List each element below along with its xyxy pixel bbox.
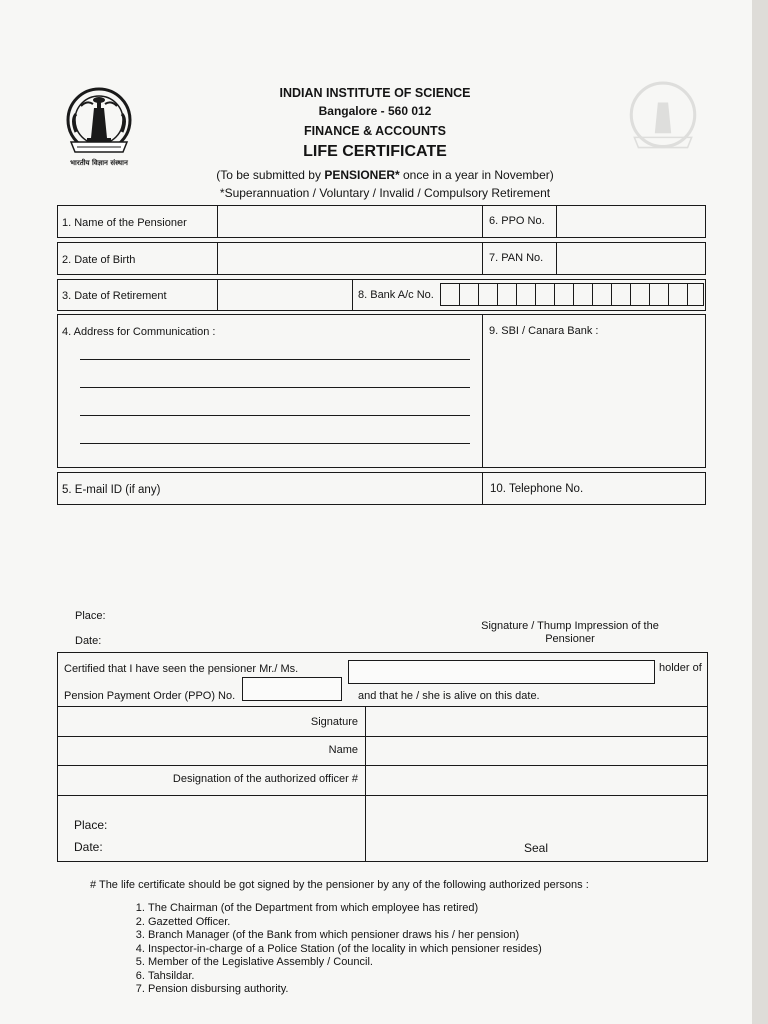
email-label: 5. E-mail ID (if any) xyxy=(62,484,161,496)
pensioner-signature-label-2: Pensioner xyxy=(545,633,595,645)
address-label: 4. Address for Communication : xyxy=(62,326,216,338)
list-item: 5. Member of the Legislative Assembly / Council. xyxy=(148,956,668,970)
dob-label: 2. Date of Birth xyxy=(62,254,136,266)
list-item: 1. The Chairman (of the Department from which employee has retired) xyxy=(148,902,668,916)
ppo-number-field[interactable] xyxy=(242,677,342,701)
officer-name-label: Name xyxy=(328,744,358,756)
officer-designation-label: Designation of the authorized officer # xyxy=(172,773,358,785)
officer-place-label: Place: xyxy=(74,818,108,832)
ppo-label: 6. PPO No. xyxy=(489,215,545,227)
officer-signature-label: Signature xyxy=(310,716,358,728)
list-item: 7. Pension disbursing authority. xyxy=(148,983,668,997)
name-label: 1. Name of the Pensioner xyxy=(62,217,187,229)
date-label: Date: xyxy=(75,635,102,647)
alive-text: and that he / she is alive on this date. xyxy=(358,690,540,702)
list-item: 3. Branch Manager (of the Bank from which pensioner draws his / her pension) xyxy=(148,929,668,943)
institute-address: Bangalore - 560 012 xyxy=(318,104,432,118)
address-line-4[interactable] xyxy=(80,443,470,444)
submission-note: (To be submitted by PENSIONER* once in a year in November) xyxy=(216,168,554,182)
pensioner-name-field[interactable] xyxy=(348,660,655,684)
address-line-2[interactable] xyxy=(80,387,470,388)
authorized-persons-heading: # The life certificate should be got signed by the pensioner by any of the following authorized persons : xyxy=(90,879,589,891)
pensioner-signature-label: Signature / Thump Impression of the xyxy=(481,620,659,632)
pan-label: 7. PAN No. xyxy=(489,252,544,264)
ppo-text: Pension Payment Order (PPO) No. xyxy=(64,690,236,702)
department-name: FINANCE & ACCOUNTS xyxy=(304,124,446,138)
svg-text:भारतीय विज्ञान संस्थान: भारतीय विज्ञान संस्थान xyxy=(70,159,128,167)
row-dob-pan xyxy=(57,242,706,275)
list-item: 2. Gazetted Officer. xyxy=(148,916,668,930)
bank-account-label: 8. Bank A/c No. xyxy=(358,289,434,301)
seal-label: Seal xyxy=(524,841,549,855)
address-line-3[interactable] xyxy=(80,415,470,416)
place-label: Place: xyxy=(75,610,106,622)
certified-text: Certified that I have seen the pensioner Mr./ Ms. xyxy=(64,663,299,675)
retirement-label: 3. Date of Retirement xyxy=(62,290,167,302)
list-item: 6. Tahsildar. xyxy=(148,970,668,984)
institute-name: INDIAN INSTITUTE OF SCIENCE xyxy=(279,86,471,100)
telephone-label: 10. Telephone No. xyxy=(490,483,584,495)
sbi-canara-label: 9. SBI / Canara Bank : xyxy=(489,325,599,337)
list-item: 4. Inspector-in-charge of a Police Station (of the locality in which pensioner resides) xyxy=(148,943,668,957)
page-edge xyxy=(752,0,768,1024)
document-title: LIFE CERTIFICATE xyxy=(303,143,447,160)
holder-of-text: holder of xyxy=(659,662,702,674)
retirement-types: *Superannuation / Voluntary / Invalid / Compulsory Retirement xyxy=(219,186,551,200)
bank-account-digit-boxes[interactable] xyxy=(440,283,704,306)
bleed-through-logo xyxy=(620,80,706,166)
address-line-1[interactable] xyxy=(80,359,470,360)
iisc-logo xyxy=(57,86,141,170)
officer-date-label: Date: xyxy=(74,840,103,854)
authorized-persons-list xyxy=(128,902,668,997)
